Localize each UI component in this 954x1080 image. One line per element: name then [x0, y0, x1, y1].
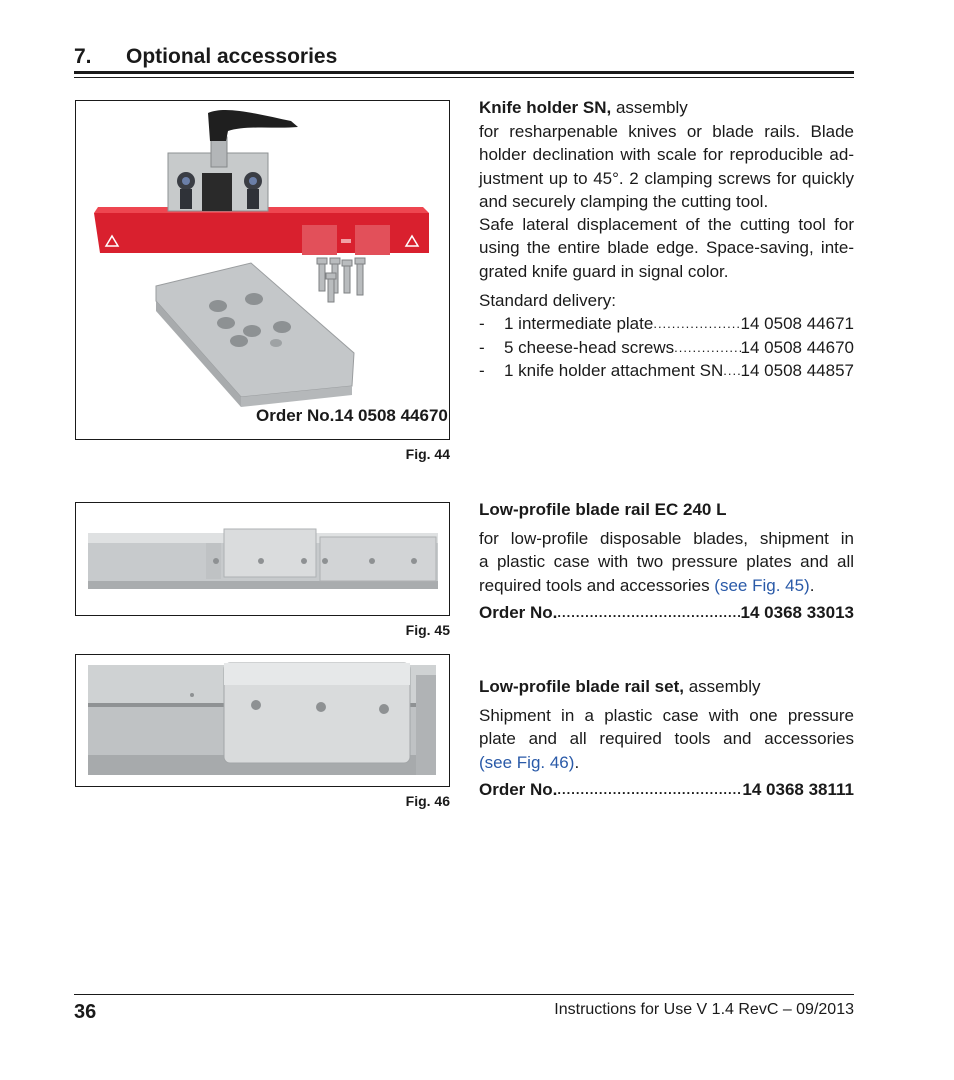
list-item-order-no: 14 0508 44670 — [740, 337, 854, 357]
knife-holder-description — [479, 120, 854, 283]
description-line: Shipment in a plastic case with one pressure — [479, 706, 854, 725]
figure-45-box — [75, 502, 450, 616]
description-line: a plastic case with two pressure plates and all — [479, 552, 854, 572]
description-line: using the entire blade edge. Space-saving, inte- — [479, 238, 854, 258]
section-number: 7. — [74, 45, 92, 68]
header-rule-thick — [74, 71, 854, 74]
list-item: - 5 cheese-head screws ..... 14 0508 44670 — [479, 336, 854, 360]
order-number: 14 0368 38111 — [742, 780, 854, 799]
list-item-label: 1 intermediate plate — [504, 314, 654, 333]
page-number: 36 — [74, 1001, 97, 1023]
order-number: 14 0368 33013 — [740, 603, 854, 622]
order-label: Order No. — [479, 780, 558, 799]
section-title: Optional accessories — [126, 45, 338, 68]
order-label: Order No. — [479, 603, 558, 622]
blade-rail-set-description — [479, 704, 854, 774]
list-item-label: 1 knife holder attachment SN — [504, 361, 724, 380]
blade-rail-image — [76, 503, 449, 615]
knife-holder-title-suffix: assembly — [611, 98, 688, 117]
description-line: plate and all required tools and accessories — [479, 729, 854, 749]
list-item-order-no: 14 0508 44671 — [740, 314, 854, 333]
blade-rail-set-title-suffix: assembly — [683, 677, 761, 696]
standard-delivery-list — [479, 312, 854, 383]
figure-45-label: Fig. 45 — [405, 622, 450, 638]
blade-rail-set-heading — [479, 675, 761, 698]
list-item: - 1 knife holder attachment SN ..... 14 0508 44857 — [479, 359, 854, 383]
figure-46-label: Fig. 46 — [405, 793, 450, 809]
list-item-label: 5 cheese-head screws — [504, 337, 675, 357]
knife-holder-title: Knife holder SN, — [479, 98, 612, 117]
description-line: required tools and accessories (see Fig. 45). — [479, 575, 815, 595]
description-line: for low-profile disposable blades, shipment in — [479, 529, 854, 548]
blade-rail-order-row — [479, 602, 854, 624]
blade-rail-title: Low-profile blade rail EC 240 L — [479, 500, 727, 519]
header-rule-thin — [74, 77, 854, 78]
blade-rail-set-image — [76, 655, 449, 786]
description-line: and securely clamping the cutting tool. — [479, 191, 769, 211]
list-item-order-no: 14 0508 44857 — [740, 361, 854, 380]
figure-46-link[interactable]: (see Fig. 46) — [479, 752, 575, 772]
knife-holder-image — [76, 101, 449, 439]
blade-rail-set-order-row — [479, 779, 854, 801]
description-line: grated knife guard in signal color. — [479, 261, 729, 281]
standard-delivery-heading: Standard delivery: — [479, 291, 617, 310]
list-item: - 1 intermediate plate ..... 14 0508 44671 — [479, 312, 854, 336]
description-line: holder declination with scale for reproducible ad- — [479, 145, 854, 165]
description-line: justment up to 45°. 2 clamping screws for quickly — [479, 168, 854, 188]
figure-44-order-label: Order No.14 0508 44670 — [256, 406, 448, 425]
blade-rail-set-title: Low-profile blade rail set, — [479, 677, 684, 696]
footer-text: Instructions for Use V 1.4 RevC – 09/2013 — [554, 1001, 854, 1018]
figure-46-box — [75, 654, 450, 787]
footer-rule — [74, 994, 854, 995]
description-line: (see Fig. 46). — [479, 752, 580, 772]
description-line: Safe lateral displacement of the cutting tool for — [479, 215, 854, 235]
figure-45-link[interactable]: (see Fig. 45) — [714, 575, 810, 595]
knife-holder-heading — [479, 96, 854, 119]
figure-44-box — [75, 100, 450, 440]
figure-44-label: Fig. 44 — [405, 446, 450, 462]
blade-rail-description — [479, 527, 854, 597]
description-line: for resharpenable knives or blade rails. Blade — [479, 122, 854, 141]
